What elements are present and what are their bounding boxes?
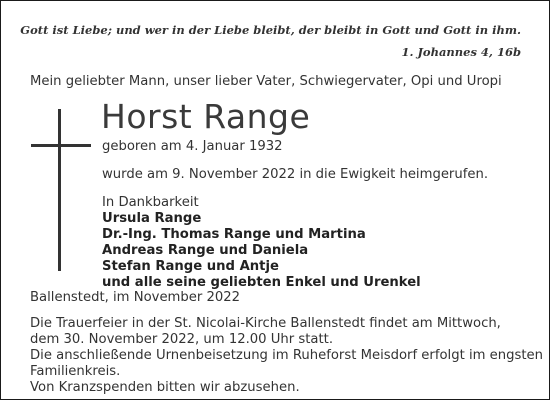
cross-icon [31, 109, 91, 271]
mourner-name: Andreas Range und Daniela [102, 243, 309, 258]
mourner-name: Stefan Range und Antje [102, 259, 279, 274]
mourner-name: und alle seine geliebten Enkel und Urenkel [102, 275, 421, 290]
funeral-note: Die anschließende Urnenbeisetzung im Ruheforst Meisdorf erfolgt im engsten [30, 348, 544, 363]
mourners-heading: In Dankbarkeit [102, 195, 199, 210]
funeral-note: Familienkreis. [30, 364, 121, 379]
death-notice: wurde am 9. November 2022 in die Ewigkeit heimgerufen. [102, 167, 489, 182]
birth-date: geboren am 4. Januar 1932 [102, 139, 283, 154]
funeral-note: dem 30. November 2022, um 12.00 Uhr statt. [30, 332, 334, 347]
intro-text: Mein geliebter Mann, unser lieber Vater, Schwiegervater, Opi und Uropi [30, 74, 502, 89]
place-date: Ballenstedt, im November 2022 [30, 290, 241, 305]
bible-verse: Gott ist Liebe; und wer in der Liebe bleibt, der bleibt in Gott und Gott in ihm. [20, 23, 521, 37]
bible-verse-reference: 1. Johannes 4, 16b [401, 45, 521, 59]
funeral-note: Die Trauerfeier in der St. Nicolai-Kirche Ballenstedt findet am Mittwoch, [30, 316, 501, 331]
funeral-note: Von Kranzspenden bitten wir abzusehen. [30, 380, 300, 395]
deceased-name: Horst Range [101, 97, 311, 136]
mourner-name: Ursula Range [102, 211, 202, 226]
mourner-name: Dr.-Ing. Thomas Range und Martina [102, 227, 366, 242]
